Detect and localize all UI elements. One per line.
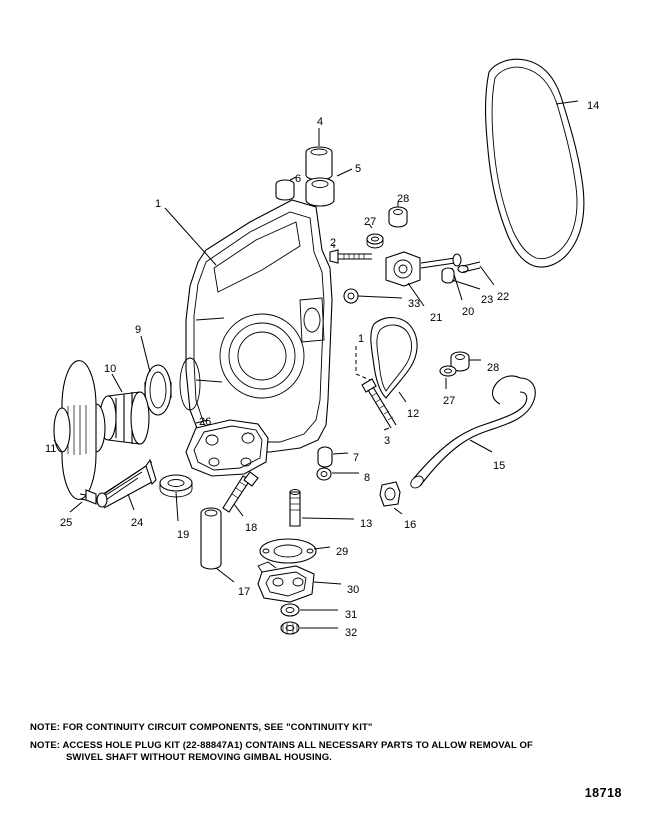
part-washer-27-upper xyxy=(367,234,383,248)
part-sleeve-17 xyxy=(201,508,221,569)
part-fastener-23 xyxy=(442,268,454,283)
callout-26: 26 xyxy=(199,416,212,428)
note-access-hole-plug-kit-text-cont: SWIVEL SHAFT WITHOUT REMOVING GIMBAL HOUSING. xyxy=(66,751,332,763)
callout-22: 22 xyxy=(497,291,510,303)
part-nut-32 xyxy=(281,622,299,634)
part-gimbal-housing-1 xyxy=(180,200,332,476)
part-boot-24 xyxy=(97,460,156,508)
callout-11: 11 xyxy=(45,443,57,455)
part-fastener-22 xyxy=(458,262,480,273)
drawing-number: 18718 xyxy=(584,786,622,800)
callout-25: 25 xyxy=(60,517,73,529)
callout-6: 6 xyxy=(295,173,302,185)
callout-24: 24 xyxy=(131,517,144,529)
part-plug-33 xyxy=(344,289,358,303)
part-stud-20 xyxy=(421,254,461,268)
callout-28-lower: 28 xyxy=(487,362,500,374)
part-fitting-16 xyxy=(380,482,400,506)
note-continuity-text: NOTE: FOR CONTINUITY CIRCUIT COMPONENTS, SEE "CONTINUITY KIT" xyxy=(30,722,373,733)
part-coupler-21 xyxy=(386,252,420,286)
part-bushing-4 xyxy=(306,147,332,180)
callout-31: 31 xyxy=(345,609,358,621)
part-bellows-10 xyxy=(100,392,149,444)
part-cap-6 xyxy=(276,180,294,200)
callout-3: 3 xyxy=(384,435,391,447)
part-gasket-12 xyxy=(371,318,417,398)
callout-4: 4 xyxy=(317,116,324,128)
note-access-hole-plug-kit-text: NOTE: ACCESS HOLE PLUG KIT (22-88847A1) CONTAINS ALL NECESSARY PARTS TO ALLOW REMOVAL OF xyxy=(30,739,533,751)
note-continuity xyxy=(30,722,620,734)
callout-23: 23 xyxy=(481,294,494,306)
part-fitting-7 xyxy=(318,447,332,467)
note-access-hole-plug-kit xyxy=(30,740,620,764)
part-clamp-11 xyxy=(54,361,105,500)
callout-17: 17 xyxy=(238,586,251,598)
callout-27-lower: 27 xyxy=(443,395,456,407)
part-fitting-8 xyxy=(317,468,331,480)
part-bushing-5 xyxy=(306,178,334,206)
part-washer-31 xyxy=(281,604,299,616)
callout-29: 29 xyxy=(336,546,349,558)
callout-21: 21 xyxy=(430,312,443,324)
callout-28-upper: 28 xyxy=(397,193,410,205)
callout-20: 20 xyxy=(462,306,475,318)
callout-13: 13 xyxy=(360,518,373,530)
callout-27-upper: 27 xyxy=(364,216,377,228)
part-gasket-14 xyxy=(486,59,584,267)
callout-9: 9 xyxy=(135,324,142,336)
callout-19: 19 xyxy=(177,529,190,541)
callout-16: 16 xyxy=(404,519,417,531)
callout-30: 30 xyxy=(347,584,360,596)
part-nut-28-upper xyxy=(389,207,407,227)
callout-8: 8 xyxy=(364,472,371,484)
notes-block xyxy=(30,722,620,770)
callout-10: 10 xyxy=(104,363,117,375)
part-seal-9 xyxy=(145,365,171,415)
callout-14: 14 xyxy=(587,100,600,112)
callout-18: 18 xyxy=(245,522,258,534)
part-tube-15 xyxy=(408,376,535,490)
callout-1: 1 xyxy=(155,198,162,210)
callout-2: 2 xyxy=(330,237,337,249)
part-rod-13 xyxy=(290,490,300,527)
callout-7: 7 xyxy=(353,452,360,464)
callout-33: 33 xyxy=(408,298,421,310)
part-bracket-30 xyxy=(258,562,314,602)
part-bolt-2 xyxy=(330,250,372,263)
callout-15: 15 xyxy=(493,460,506,472)
part-washer-27-lower xyxy=(440,366,456,376)
callout-5: 5 xyxy=(355,163,362,175)
callout-32: 32 xyxy=(345,627,358,639)
callout-1-alt: 1 xyxy=(358,333,365,345)
callout-12: 12 xyxy=(407,408,420,420)
part-pin-18 xyxy=(223,472,258,512)
part-gasket-29 xyxy=(260,539,316,563)
